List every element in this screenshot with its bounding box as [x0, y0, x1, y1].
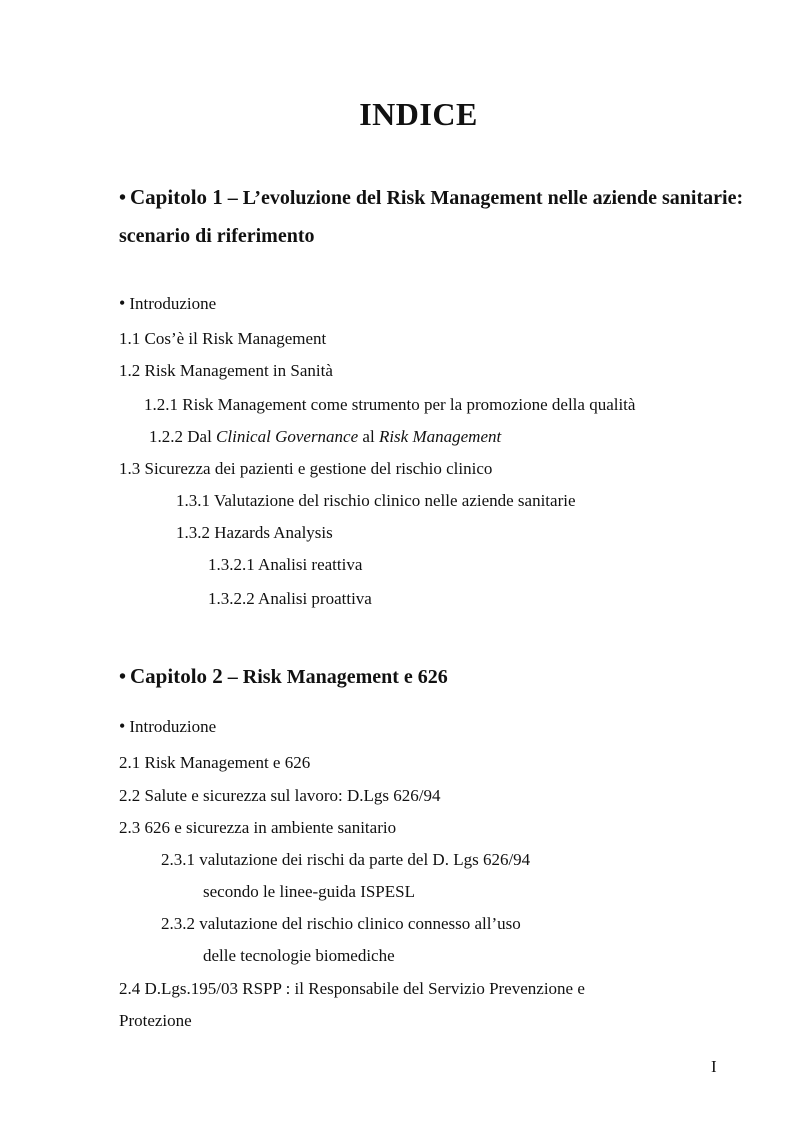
- chapter-1-prefix: Capitolo 1: [130, 185, 223, 209]
- toc-entry-1-2-2-part-a: 1.2.2 Dal: [149, 427, 217, 446]
- toc-entry-2-3-2-continued: delle tecnologie biomediche: [203, 946, 395, 965]
- toc-entry-2-4-continued: Protezione: [119, 1011, 192, 1030]
- chapter-1-title-continued: scenario di riferimento: [119, 225, 315, 247]
- toc-entry-1-2-2: [149, 428, 501, 445]
- toc-entry-1-2-1: 1.2.1 Risk Management come strumento per la promozione della qualità: [144, 395, 636, 414]
- toc-entry-1-3-1: 1.3.1 Valutazione del rischio clinico nelle aziende sanitarie: [176, 491, 576, 510]
- chapter-1-intro: [119, 294, 216, 312]
- chapter-1-heading: [119, 187, 743, 208]
- intro-label: Introduzione: [129, 294, 217, 313]
- toc-entry-1-3-2-2: 1.3.2.2 Analisi proattiva: [208, 589, 372, 608]
- toc-entry-1-2-2-part-b: Clinical Governance: [216, 427, 359, 446]
- page-title: INDICE: [359, 96, 478, 132]
- toc-entry-1-3: 1.3 Sicurezza dei pazienti e gestione del rischio clinico: [119, 459, 493, 478]
- toc-entry-1-3-2: 1.3.2 Hazards Analysis: [176, 523, 333, 542]
- bullet-icon: •: [119, 293, 126, 313]
- chapter-2-heading: [119, 666, 448, 687]
- toc-entry-2-2: 2.2 Salute e sicurezza sul lavoro: D.Lgs 626/94: [119, 786, 441, 805]
- chapter-1-title: – L’evoluzione del Risk Management nelle aziende sanitarie:: [222, 187, 744, 209]
- toc-entry-1-2: 1.2 Risk Management in Sanità: [119, 361, 333, 380]
- toc-entry-1-2-2-part-c: al: [358, 427, 379, 446]
- bullet-icon: •: [119, 716, 126, 736]
- chapter-2-prefix: Capitolo 2: [130, 664, 223, 688]
- toc-entry-1-1: 1.1 Cos’è il Risk Management: [119, 329, 327, 348]
- bullet-icon: •: [119, 187, 127, 209]
- toc-entry-2-1: 2.1 Risk Management e 626: [119, 753, 311, 772]
- chapter-2-title: – Risk Management e 626: [222, 666, 448, 688]
- toc-entry-1-3-2-1: 1.3.2.1 Analisi reattiva: [208, 555, 363, 574]
- toc-entry-2-3-2: 2.3.2 valutazione del rischio clinico connesso all’uso: [161, 914, 521, 933]
- page-number: I: [711, 1057, 717, 1076]
- toc-entry-2-4: 2.4 D.Lgs.195/03 RSPP : il Responsabile del Servizio Prevenzione e: [119, 979, 585, 998]
- toc-entry-2-3-1: 2.3.1 valutazione dei rischi da parte del D. Lgs 626/94: [161, 850, 531, 869]
- toc-entry-1-2-2-part-d: Risk Management: [378, 427, 502, 446]
- intro-label: Introduzione: [129, 717, 217, 736]
- bullet-icon: •: [119, 666, 127, 688]
- chapter-2-intro: [119, 717, 216, 735]
- toc-entry-2-3: 2.3 626 e sicurezza in ambiente sanitario: [119, 818, 397, 837]
- toc-entry-2-3-1-continued: secondo le linee-guida ISPESL: [203, 882, 415, 901]
